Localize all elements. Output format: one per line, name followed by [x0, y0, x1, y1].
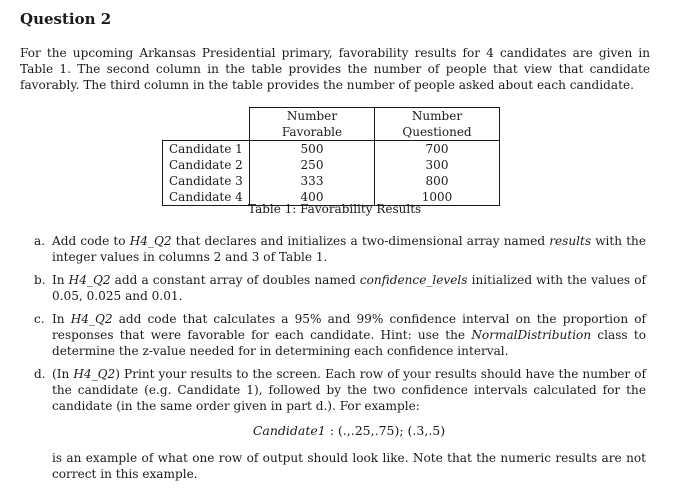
table-row [163, 141, 500, 158]
part-text: In [52, 273, 69, 287]
class-name: H4_Q2 [73, 367, 116, 381]
candidate-name: Candidate 2 [163, 157, 250, 173]
questioned-count: 800 [375, 173, 500, 189]
favorable-count: 250 [250, 157, 375, 173]
question-intro: For the upcoming Arkansas Presidential primary, favorability results for 4 candidates are given in Table 1. The second column in the table provides the number of people that view that candidate favorably. The third column in the table provides the number of people asked about each candidate. [20, 46, 650, 92]
part-text: that declares and initializes a two-dimensional array named [171, 234, 550, 248]
example-output [52, 423, 646, 439]
candidate-name: Candidate 4 [163, 189, 250, 206]
variable-name: results [549, 234, 592, 248]
questioned-count: 300 [375, 157, 500, 173]
class-name: H4_Q2 [70, 312, 113, 326]
example-variable: Candidate1 [252, 423, 326, 438]
questioned-count: 700 [375, 141, 500, 158]
part-text: class to determine the z-value needed for in determining each confidence interval. [52, 328, 647, 358]
favorable-count: 400 [250, 189, 375, 206]
question-parts [34, 233, 646, 489]
table-row [163, 173, 500, 189]
class-reference: NormalDistribution [471, 328, 592, 342]
favorability-table [162, 107, 500, 206]
part-c [34, 311, 646, 359]
candidate-name: Candidate 1 [163, 141, 250, 158]
example-values: : (.,.25,.75); (.3,.5) [325, 423, 446, 438]
part-label: c. [34, 312, 45, 326]
table-header-blank [163, 108, 250, 141]
part-text: (In [52, 367, 74, 381]
part-d-note: is an example of what one row of output should look like. Note that the numeric results are not correct in this example. [52, 451, 646, 481]
part-b [34, 272, 646, 304]
part-a [34, 233, 646, 265]
favorable-count: 333 [250, 173, 375, 189]
candidate-name: Candidate 3 [163, 173, 250, 189]
part-d [34, 366, 646, 482]
table-header-favorable: Number Favorable [250, 108, 375, 141]
part-text: In [52, 312, 71, 326]
class-name: H4_Q2 [68, 273, 111, 287]
question-title: Question 2 [20, 10, 112, 28]
table-header-row [163, 108, 500, 141]
part-label: d. [34, 367, 46, 381]
part-text: with the integer values in columns 2 and 3 of Table 1. [52, 234, 646, 264]
part-text: ) Print your results to the screen. Each row of your results should have the number of the candidate (e.g. Candidate 1), followed by the two confidence intervals calculated for the candidate (in the same order given in part d.). For example: [52, 367, 646, 413]
part-label: b. [34, 273, 46, 287]
questioned-count: 1000 [375, 189, 500, 206]
part-label: a. [34, 234, 46, 248]
part-text: Add code to [52, 234, 130, 248]
part-text: add a constant array of doubles named [110, 273, 360, 287]
table-header-questioned: Number Questioned [375, 108, 500, 141]
table-caption: Table 1: Favorability Results [248, 202, 422, 216]
part-text: add code that calculates a 95% and 99% confidence interval on the proportion of responses that were favorable for each candidate. Hint: use the [52, 312, 646, 342]
favorable-count: 500 [250, 141, 375, 158]
class-name: H4_Q2 [129, 234, 172, 248]
part-text: initialized with the values of 0.05, 0.025 and 0.01. [52, 273, 646, 303]
table-row [163, 157, 500, 173]
variable-name: confidence_levels [359, 273, 468, 287]
